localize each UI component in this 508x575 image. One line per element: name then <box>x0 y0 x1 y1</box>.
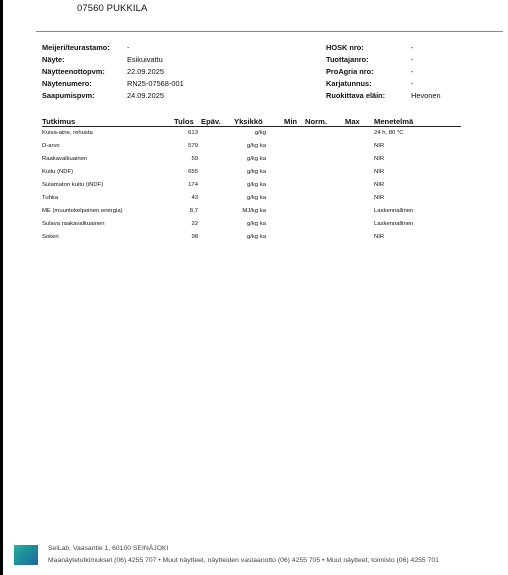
col-header-yksikko: Yksikkö <box>234 117 263 126</box>
col-header-max: Max <box>345 117 360 126</box>
cell-menetelma: NIR <box>374 234 385 240</box>
cell-yksikko: g/kg <box>254 130 266 136</box>
cell-yksikko: g/kg ka <box>247 221 266 227</box>
col-header-epav: Epäv. <box>201 117 221 126</box>
info-value-tuottajanro: - <box>411 55 414 64</box>
table-row <box>0 194 508 207</box>
cell-tutkimus: D-arvo <box>42 143 60 149</box>
header-divider <box>36 31 503 32</box>
info-label-karjatunnus: Karjatunnus: <box>326 79 372 88</box>
table-row <box>0 220 508 233</box>
cell-tutkimus: Raakavalkuainen <box>42 156 88 162</box>
cell-menetelma: NIR <box>374 182 385 188</box>
cell-tutkimus: ME (muuntokelpoinen energia) <box>42 208 123 214</box>
info-value-karjatunnus: - <box>411 79 414 88</box>
col-header-norm: Norm. <box>305 117 327 126</box>
info-label-meijeri: Meijeri/teurastamo: <box>42 43 110 52</box>
col-header-tutkimus: Tutkimus <box>42 117 76 126</box>
cell-menetelma: NIR <box>374 169 385 175</box>
info-value-ruokittava-elain: Hevonen <box>411 91 441 100</box>
table-row <box>0 168 508 181</box>
info-value-meijeri: - <box>127 43 130 52</box>
info-value-saapumispvm: 24.09.2025 <box>127 91 164 100</box>
cell-yksikko: MJ/kg ka <box>242 208 266 214</box>
cell-yksikko: g/kg ka <box>247 143 266 149</box>
cell-tulos: 8,7 <box>189 208 198 214</box>
cell-menetelma: Laskennallinen <box>374 221 414 227</box>
cell-menetelma: NIR <box>374 195 385 201</box>
cell-tulos: 579 <box>188 143 198 149</box>
cell-tulos: 22 <box>191 221 198 227</box>
cell-tutkimus: Kuitu (NDF) <box>42 169 74 175</box>
table-row <box>0 155 508 168</box>
table-row <box>0 142 508 155</box>
info-label-ruokittava-elain: Ruokittava eläin: <box>326 91 386 100</box>
cell-tutkimus: Kuiva-aine, rehusta <box>42 130 93 136</box>
cell-tutkimus: Tuhka <box>42 195 59 201</box>
info-value-hosk: - <box>411 43 414 52</box>
info-value-proagria: - <box>411 67 414 76</box>
info-value-nayte: Esikuivattu <box>127 55 163 64</box>
col-header-min: Min <box>284 117 298 126</box>
postal-address: 07560 PUKKILA <box>77 3 148 14</box>
cell-yksikko: g/kg ka <box>247 182 266 188</box>
cell-menetelma: 24 h, 80 °C <box>374 130 404 136</box>
col-header-tulos: Tulos <box>174 117 194 126</box>
cell-tutkimus: Sulamaton kuitu (iNDF) <box>42 182 104 188</box>
col-header-menetelma: Menetelmä <box>374 117 414 126</box>
footer-address: SeiLab, Vaasantie 1, 60100 SEINÄJOKI <box>48 545 169 552</box>
info-label-hosk: HOSK nro: <box>326 43 364 52</box>
cell-tulos: 655 <box>188 169 198 175</box>
info-label-tuottajanro: Tuottajanro: <box>326 55 369 64</box>
cell-tulos: 43 <box>191 195 198 201</box>
table-row <box>0 129 508 142</box>
cell-yksikko: g/kg ka <box>247 156 266 162</box>
seilab-logo <box>14 545 38 565</box>
table-row <box>0 207 508 220</box>
table-row <box>0 181 508 194</box>
info-label-naytteenottopvm: Näytteenottopvm: <box>42 67 105 76</box>
cell-tulos: 98 <box>191 234 198 240</box>
info-label-nayte: Näyte: <box>42 55 65 64</box>
info-label-saapumispvm: Saapumispvm: <box>42 91 95 100</box>
table-row <box>0 233 508 246</box>
cell-yksikko: g/kg ka <box>247 169 266 175</box>
cell-menetelma: Laskennallinen <box>374 208 414 214</box>
cell-yksikko: g/kg ka <box>247 234 266 240</box>
cell-tulos: 59 <box>191 156 198 162</box>
info-label-naytenumero: Näytenumero: <box>42 79 92 88</box>
cell-tulos: 174 <box>188 182 198 188</box>
cell-menetelma: NIR <box>374 143 385 149</box>
page-edge-rule <box>0 0 3 575</box>
cell-tulos: 613 <box>188 130 198 136</box>
cell-tutkimus: Sokeri <box>42 234 59 240</box>
cell-yksikko: g/kg ka <box>247 195 266 201</box>
cell-menetelma: NIR <box>374 156 385 162</box>
info-value-naytenumero: RN25-07568-001 <box>127 79 184 88</box>
info-value-naytteenottopvm: 22.09.2025 <box>127 67 164 76</box>
cell-tutkimus: Sulava raakavalkuainen <box>42 221 105 227</box>
table-header-divider <box>42 126 461 127</box>
info-label-proagria: ProAgria nro: <box>326 67 374 76</box>
footer-contacts: Maanäytetutkimukset (06) 4255 707 • Muut näytteet, näytteiden vastaanotto (06) 4255 705 • Muut näytteet, toimisto (06) 4255 701 <box>48 557 439 564</box>
